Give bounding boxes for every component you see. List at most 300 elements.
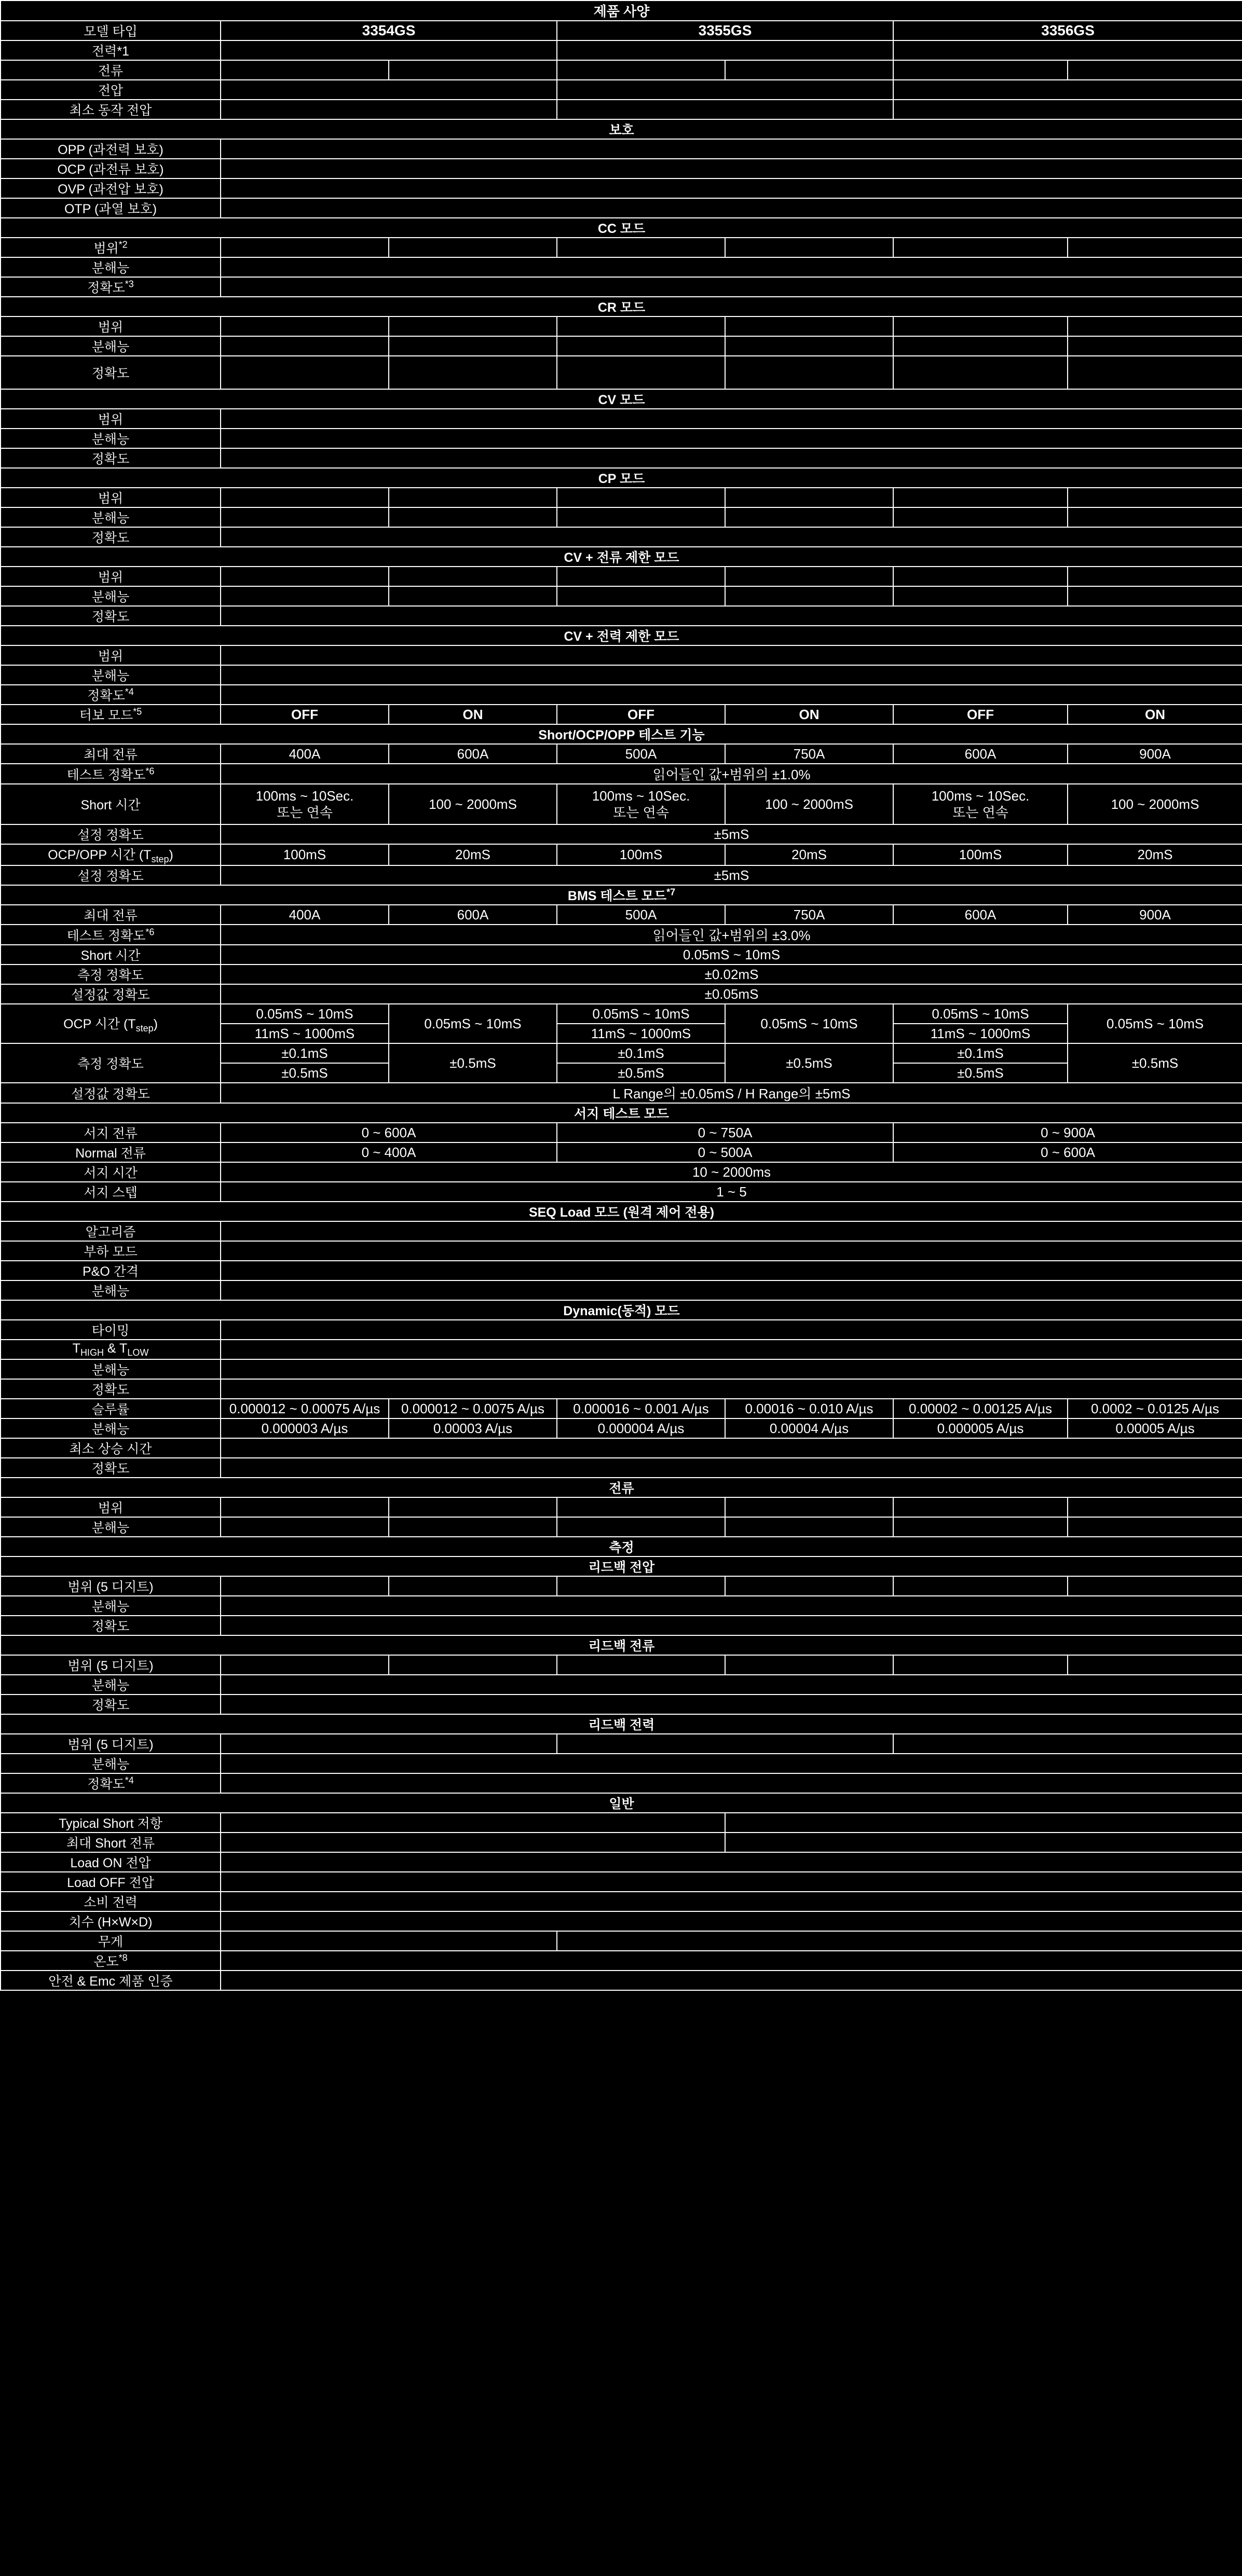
- slew-rate-0: 0.000012 ~ 0.00075 A/µs: [221, 1399, 389, 1418]
- section-feedback-current: [1, 1635, 1242, 1655]
- section-label-cv-current-limit: CV + 전류 제한 모드: [1, 547, 1242, 567]
- row-current: [1, 60, 1242, 80]
- section-label-dynamic-mode: Dynamic(동적) 모드: [1, 1300, 1242, 1320]
- row-label-current: 전류: [1, 60, 221, 80]
- value-cell: [893, 336, 1068, 356]
- value-cell: [725, 488, 893, 507]
- sop-ocp-opp-time-2: 100mS: [557, 844, 725, 865]
- row-min-rise-accuracy: [1, 1458, 1242, 1478]
- section-label-feedback-power: 리드백 전력: [1, 1714, 1242, 1734]
- row-label-cc-range: 범위$^{*2}$: [1, 238, 221, 257]
- row-label-cvpl-accuracy: 정확도$^{*4}$: [1, 685, 221, 705]
- value-cell: [893, 488, 1068, 507]
- bms-meas-acc-b-2: ±0.5mS: [893, 1063, 1068, 1083]
- bms-max-current-0: 400A: [221, 905, 389, 925]
- value-cell: [389, 586, 557, 606]
- value-cell: [221, 1773, 1242, 1793]
- value-cell: [557, 316, 725, 336]
- row-bms-meas-acc-a: [1, 1043, 1242, 1063]
- table-header-row: [1, 1, 1242, 21]
- row-label-cvcl-range: 범위: [1, 567, 221, 586]
- section-cc-mode: [1, 218, 1242, 238]
- row-cc-accuracy: [1, 277, 1242, 297]
- row-label-power-consumption: 소비 전력: [1, 1892, 221, 1911]
- value-cell: [389, 567, 557, 586]
- value-cell: [221, 488, 389, 507]
- row-sop-short-time: [1, 784, 1242, 824]
- row-label-surge-step: 서지 스텝: [1, 1182, 221, 1202]
- value-cell: [1068, 1655, 1242, 1675]
- section-label-cp-mode: CP 모드: [1, 468, 1242, 488]
- value-cell: [221, 178, 1242, 198]
- bms-meas-acc-a-4: ±0.1mS: [893, 1043, 1068, 1063]
- section-short-ocp-opp: [1, 724, 1242, 744]
- row-label-otp: OTP (과열 보호): [1, 198, 221, 218]
- row-sop-set-accuracy2: [1, 865, 1242, 885]
- value-cell: [221, 1497, 389, 1517]
- value-cell: [1068, 1497, 1242, 1517]
- bms-max-current-5: 900A: [1068, 905, 1242, 925]
- row-label-cvcl-resolution: 분해능: [1, 586, 221, 606]
- section-protection: [1, 119, 1242, 139]
- bms-short-time: 0.05mS ~ 10mS: [221, 945, 1242, 965]
- row-cvcl-accuracy: [1, 606, 1242, 626]
- value-cell: [557, 100, 893, 119]
- value-cell: [221, 1458, 1242, 1478]
- sop-set-accuracy2: ±5mS: [221, 865, 1242, 885]
- row-load-off-voltage: [1, 1872, 1242, 1892]
- row-label-cvpl-resolution: 분해능: [1, 665, 221, 685]
- sop-ocp-opp-time-5: 20mS: [1068, 844, 1242, 865]
- row-label-short-time: Short 시간: [1, 784, 221, 824]
- value-cell: [221, 238, 389, 257]
- row-min-rise-time: [1, 1438, 1242, 1458]
- value-cell: [221, 316, 389, 336]
- sop-ocp-opp-time-1: 20mS: [389, 844, 557, 865]
- value-cell: [221, 1872, 1242, 1892]
- sop-test-accuracy: 읽어들인 값+범위의 ±1.0%: [221, 764, 1242, 784]
- section-cv-mode: [1, 389, 1242, 409]
- row-label-normal-current: Normal 전류: [1, 1142, 221, 1162]
- section-general: [1, 1793, 1242, 1813]
- value-cell: [389, 60, 557, 80]
- section-cp-mode: [1, 468, 1242, 488]
- value-cell: [389, 238, 557, 257]
- section-label-current: 전류: [1, 1478, 1242, 1497]
- section-label-measure: 측정: [1, 1537, 1242, 1556]
- section-feedback-power: [1, 1714, 1242, 1734]
- value-cell: [893, 1517, 1068, 1537]
- bms-ocp-time-a-2: 0.05mS ~ 10mS: [557, 1004, 725, 1024]
- value-cell: [557, 1497, 725, 1517]
- model-3356gs: 3356GS: [893, 21, 1242, 40]
- value-cell: [221, 336, 389, 356]
- value-cell: [389, 1576, 557, 1596]
- row-fbp-resolution: [1, 1754, 1242, 1773]
- row-weight: [1, 1931, 1242, 1951]
- value-cell: [557, 1931, 1242, 1951]
- row-label-load-mode: 부하 모드: [1, 1241, 221, 1261]
- value-cell: [221, 429, 1242, 448]
- value-cell: [893, 238, 1068, 257]
- row-label-max-current: 최대 전류: [1, 744, 221, 764]
- row-label-seq-resolution: 분해능: [1, 1280, 221, 1300]
- row-label-timing: 타이밍: [1, 1320, 221, 1340]
- row-cv-range: [1, 409, 1242, 429]
- sop-max-current-0: 400A: [221, 744, 389, 764]
- row-otp: [1, 198, 1242, 218]
- value-cell: [557, 356, 725, 389]
- value-cell: [1068, 1576, 1242, 1596]
- value-cell: [221, 665, 1242, 685]
- row-label-bms-meas-accuracy: 측정 정확도: [1, 965, 221, 984]
- value-cell: [221, 1951, 1242, 1971]
- section-label-cv-mode: CV 모드: [1, 389, 1242, 409]
- value-cell: [221, 159, 1242, 178]
- value-cell: [893, 586, 1068, 606]
- row-label-cur-resolution: 분해능: [1, 1517, 221, 1537]
- value-cell: [221, 1261, 1242, 1280]
- row-normal-current: [1, 1142, 1242, 1162]
- row-label-min-rise-time: 최소 상승 시간: [1, 1438, 221, 1458]
- value-cell: [221, 1517, 389, 1537]
- value-cell: [221, 100, 557, 119]
- section-seq-load: [1, 1202, 1242, 1221]
- row-surge-current: [1, 1123, 1242, 1142]
- row-label-bms-max-current: 최대 전류: [1, 905, 221, 925]
- bms-ocp-time-a-4: 0.05mS ~ 10mS: [893, 1004, 1068, 1024]
- section-label-cv-power-limit: CV + 전력 제한 모드: [1, 626, 1242, 645]
- value-cell: [725, 1833, 1242, 1852]
- surge-current-1: 0 ~ 750A: [557, 1123, 893, 1142]
- value-cell: [221, 567, 389, 586]
- row-surge-step: [1, 1182, 1242, 1202]
- surge-current-2: 0 ~ 900A: [893, 1123, 1242, 1142]
- row-label-fbc-resolution: 분해능: [1, 1675, 221, 1695]
- value-cell: [893, 356, 1068, 389]
- value-cell: [1068, 586, 1242, 606]
- row-bms-meas-accuracy: [1, 965, 1242, 984]
- value-cell: [725, 507, 893, 527]
- value-cell: [221, 277, 1242, 297]
- value-cell: [725, 1655, 893, 1675]
- row-slew-rate: [1, 1399, 1242, 1418]
- row-label-bms-short-time: Short 시간: [1, 945, 221, 965]
- row-label-bms-meas-acc: 측정 정확도: [1, 1043, 221, 1083]
- row-load-mode: [1, 1241, 1242, 1261]
- sop-ocp-opp-time-0: 100mS: [221, 844, 389, 865]
- row-fbc-accuracy: [1, 1695, 1242, 1714]
- section-current: [1, 1478, 1242, 1497]
- value-cell: [893, 60, 1068, 80]
- value-cell: [1068, 238, 1242, 257]
- value-cell: [221, 1754, 1242, 1773]
- row-fbc-range: [1, 1655, 1242, 1675]
- value-cell: [893, 316, 1068, 336]
- value-cell: [389, 1655, 557, 1675]
- value-cell: [725, 60, 893, 80]
- bms-ocp-time-b-1: 11mS ~ 1000mS: [557, 1024, 725, 1043]
- sop-short-time-4: 100ms ~ 10Sec. 또는 연속: [893, 784, 1068, 824]
- value-cell: [221, 507, 389, 527]
- bms-meas-accuracy: ±0.02mS: [221, 965, 1242, 984]
- value-cell: [221, 60, 389, 80]
- value-cell: [725, 1576, 893, 1596]
- section-cv-current-limit: [1, 547, 1242, 567]
- row-bms-short-time: [1, 945, 1242, 965]
- value-cell: [893, 507, 1068, 527]
- section-measure: [1, 1537, 1242, 1556]
- sop-short-time-5: 100 ~ 2000mS: [1068, 784, 1242, 824]
- value-cell: [557, 488, 725, 507]
- row-cvpl-accuracy: [1, 685, 1242, 705]
- value-cell: [557, 1655, 725, 1675]
- value-cell: [557, 40, 893, 60]
- sop-max-current-5: 900A: [1068, 744, 1242, 764]
- row-cr-range: [1, 316, 1242, 336]
- sop-short-time-0: 100ms ~ 10Sec. 또는 연속: [221, 784, 389, 824]
- bms-meas-acc-a-0: ±0.1mS: [221, 1043, 389, 1063]
- row-label-cr-resolution: 분해능: [1, 336, 221, 356]
- slew-resolution-3: 0.00004 A/µs: [725, 1418, 893, 1438]
- row-label-cc-accuracy: 정확도$^{*3}$: [1, 277, 221, 297]
- row-slew-resolution: [1, 1418, 1242, 1438]
- value-cell: [893, 80, 1242, 100]
- value-cell: [725, 1497, 893, 1517]
- value-cell: [389, 356, 557, 389]
- value-cell: [893, 1734, 1242, 1754]
- value-cell: [221, 356, 389, 389]
- value-cell: [221, 685, 1242, 705]
- slew-resolution-0: 0.000003 A/µs: [221, 1418, 389, 1438]
- value-cell: [725, 586, 893, 606]
- row-bms-setval-acc: [1, 1083, 1242, 1103]
- row-bms-test-accuracy: [1, 925, 1242, 945]
- row-fbv-accuracy: [1, 1616, 1242, 1635]
- value-cell: [893, 567, 1068, 586]
- value-cell: [893, 100, 1242, 119]
- row-cur-resolution: [1, 1517, 1242, 1537]
- section-label-protection: 보호: [1, 119, 1242, 139]
- value-cell: [221, 198, 1242, 218]
- row-label-load-on-voltage: Load ON 전압: [1, 1852, 221, 1872]
- turbo-off-3355: OFF: [557, 705, 725, 724]
- row-label-surge-current: 서지 전류: [1, 1123, 221, 1142]
- bms-meas-acc-a-2: ±0.1mS: [557, 1043, 725, 1063]
- row-power-consumption: [1, 1892, 1242, 1911]
- page-title: 제품 사양: [1, 1, 1242, 21]
- value-cell: [557, 238, 725, 257]
- row-cur-range: [1, 1497, 1242, 1517]
- row-timing-thigh-tlow: [1, 1340, 1242, 1359]
- slew-rate-5: 0.0002 ~ 0.0125 A/µs: [1068, 1399, 1242, 1418]
- section-surge-test-mode: [1, 1103, 1242, 1123]
- turbo-on-3354: ON: [389, 705, 557, 724]
- sop-ocp-opp-time-4: 100mS: [893, 844, 1068, 865]
- value-cell: [389, 507, 557, 527]
- value-cell: [557, 336, 725, 356]
- row-label-fbp-resolution: 분해능: [1, 1754, 221, 1773]
- value-cell: [1068, 356, 1242, 389]
- value-cell: [221, 1655, 389, 1675]
- sop-ocp-opp-time-3: 20mS: [725, 844, 893, 865]
- row-label-bms-setval-acc: 설정값 정확도: [1, 1083, 221, 1103]
- section-label-general: 일반: [1, 1793, 1242, 1813]
- value-cell: [725, 336, 893, 356]
- sop-max-current-1: 600A: [389, 744, 557, 764]
- row-label-fbp-range: 범위 (5 디지트): [1, 1734, 221, 1754]
- row-label-dyn-resolution: 분해능: [1, 1359, 221, 1379]
- bms-ocp-time-a-1: 0.05mS ~ 10mS: [389, 1004, 557, 1043]
- row-typical-short-res: [1, 1813, 1242, 1833]
- row-label-ovp: OVP (과전압 보호): [1, 178, 221, 198]
- value-cell: [221, 1616, 1242, 1635]
- section-cr-mode: [1, 297, 1242, 316]
- bms-setval-acc: L Range의 ±0.05mS / H Range의 ±5mS: [221, 1083, 1242, 1103]
- section-label-bms-test-mode: BMS 테스트 모드$^{*7}$: [1, 885, 1242, 905]
- bms-max-current-3: 750A: [725, 905, 893, 925]
- value-cell: [1068, 60, 1242, 80]
- slew-rate-3: 0.00016 ~ 0.010 A/µs: [725, 1399, 893, 1418]
- row-cvpl-resolution: [1, 665, 1242, 685]
- turbo-off-3356: OFF: [893, 705, 1068, 724]
- value-cell: [557, 60, 725, 80]
- sop-short-time-1: 100 ~ 2000mS: [389, 784, 557, 824]
- surge-step: 1 ~ 5: [221, 1182, 1242, 1202]
- row-label-cv-range: 범위: [1, 409, 221, 429]
- slew-resolution-5: 0.00005 A/µs: [1068, 1418, 1242, 1438]
- row-ovp: [1, 178, 1242, 198]
- turbo-on-3356: ON: [1068, 705, 1242, 724]
- row-sop-ocp-opp-time: [1, 844, 1242, 865]
- row-label-typical-short-res: Typical Short 저항: [1, 1813, 221, 1833]
- row-label-fbv-range: 범위 (5 디지트): [1, 1576, 221, 1596]
- section-label-feedback-current: 리드백 전류: [1, 1635, 1242, 1655]
- model-3354gs: 3354GS: [221, 21, 557, 40]
- value-cell: [221, 1911, 1242, 1931]
- row-cp-resolution: [1, 507, 1242, 527]
- row-sop-test-accuracy: [1, 764, 1242, 784]
- bms-ocp-time-b-2: 11mS ~ 1000mS: [893, 1024, 1068, 1043]
- row-label-voltage: 전압: [1, 80, 221, 100]
- value-cell: [221, 139, 1242, 159]
- row-sop-set-accuracy: [1, 824, 1242, 844]
- row-label-cvcl-accuracy: 정확도: [1, 606, 221, 626]
- value-cell: [725, 356, 893, 389]
- row-cc-range: [1, 238, 1242, 257]
- row-label-fbp-accuracy: 정확도$^{*4}$: [1, 1773, 221, 1793]
- row-max-short-current: [1, 1833, 1242, 1852]
- row-cvcl-resolution: [1, 586, 1242, 606]
- row-label-fbv-resolution: 분해능: [1, 1596, 221, 1616]
- value-cell: [221, 645, 1242, 665]
- value-cell: [557, 507, 725, 527]
- row-fbp-range: [1, 1734, 1242, 1754]
- row-surge-time: [1, 1162, 1242, 1182]
- value-cell: [1068, 316, 1242, 336]
- value-cell: [725, 1813, 1242, 1833]
- row-cc-resolution: [1, 257, 1242, 277]
- model-3355gs: 3355GS: [557, 21, 893, 40]
- value-cell: [221, 1675, 1242, 1695]
- row-label-ocp: OCP (과전류 보호): [1, 159, 221, 178]
- sop-max-current-4: 600A: [893, 744, 1068, 764]
- value-cell: [221, 606, 1242, 626]
- value-cell: [1068, 336, 1242, 356]
- slew-resolution-2: 0.000004 A/µs: [557, 1418, 725, 1438]
- row-label-surge-time: 서지 시간: [1, 1162, 221, 1182]
- value-cell: [221, 1734, 557, 1754]
- value-cell: [221, 1596, 1242, 1616]
- normal-current-2: 0 ~ 600A: [893, 1142, 1242, 1162]
- sop-max-current-2: 500A: [557, 744, 725, 764]
- value-cell: [557, 80, 893, 100]
- row-cr-resolution: [1, 336, 1242, 356]
- value-cell: [221, 586, 389, 606]
- value-cell: [221, 1359, 1242, 1379]
- row-label-opp: OPP (과전력 보호): [1, 139, 221, 159]
- bms-ocp-time-a-3: 0.05mS ~ 10mS: [725, 1004, 893, 1043]
- row-label-fbc-accuracy: 정확도: [1, 1695, 221, 1714]
- value-cell: [221, 1931, 557, 1951]
- slew-resolution-1: 0.00003 A/µs: [389, 1418, 557, 1438]
- row-bms-setval-accuracy: [1, 984, 1242, 1004]
- value-cell: [893, 1655, 1068, 1675]
- value-cell: [557, 567, 725, 586]
- value-cell: [221, 80, 557, 100]
- value-cell: [557, 586, 725, 606]
- value-cell: [221, 1695, 1242, 1714]
- row-power: [1, 40, 1242, 60]
- surge-time: 10 ~ 2000ms: [221, 1162, 1242, 1182]
- value-cell: [389, 1497, 557, 1517]
- row-label-cvpl-range: 범위: [1, 645, 221, 665]
- bms-ocp-time-a-0: 0.05mS ~ 10mS: [221, 1004, 389, 1024]
- value-cell: [221, 1340, 1242, 1359]
- row-min-op-voltage: [1, 100, 1242, 119]
- value-cell: [389, 488, 557, 507]
- row-label-cv-resolution: 분해능: [1, 429, 221, 448]
- row-label-bms-test-accuracy: 테스트 정확도$^{*6}$: [1, 925, 221, 945]
- row-fbv-range: [1, 1576, 1242, 1596]
- value-cell: [725, 567, 893, 586]
- row-temperature: [1, 1951, 1242, 1971]
- row-label-thigh-tlow: $T_{HIGH}$ & $T_{LOW}$: [1, 1340, 221, 1359]
- row-label-cv-accuracy: 정확도: [1, 448, 221, 468]
- sop-set-accuracy: ±5mS: [221, 824, 1242, 844]
- row-algorithm: [1, 1221, 1242, 1241]
- row-label-po-interval: P&O 간격: [1, 1261, 221, 1280]
- row-cvcl-range: [1, 567, 1242, 586]
- slew-resolution-4: 0.000005 A/µs: [893, 1418, 1068, 1438]
- normal-current-1: 0 ~ 500A: [557, 1142, 893, 1162]
- value-cell: [221, 1320, 1242, 1340]
- sop-short-time-2: 100ms ~ 10Sec. 또는 연속: [557, 784, 725, 824]
- row-label-cc-resolution: 분해능: [1, 257, 221, 277]
- row-label-weight: 무게: [1, 1931, 221, 1951]
- section-label-short-ocp-opp: Short/OCP/OPP 테스트 기능: [1, 724, 1242, 744]
- row-label-fbv-accuracy: 정확도: [1, 1616, 221, 1635]
- value-cell: [725, 1517, 893, 1537]
- row-seq-resolution: [1, 1280, 1242, 1300]
- section-label-cc-mode: CC 모드: [1, 218, 1242, 238]
- row-label-max-short-current: 최대 Short 전류: [1, 1833, 221, 1852]
- row-label-cr-range: 범위: [1, 316, 221, 336]
- value-cell: [221, 1892, 1242, 1911]
- row-label-slew-resolution: 분해능: [1, 1418, 221, 1438]
- row-dyn-resolution: [1, 1359, 1242, 1379]
- value-cell: [221, 527, 1242, 547]
